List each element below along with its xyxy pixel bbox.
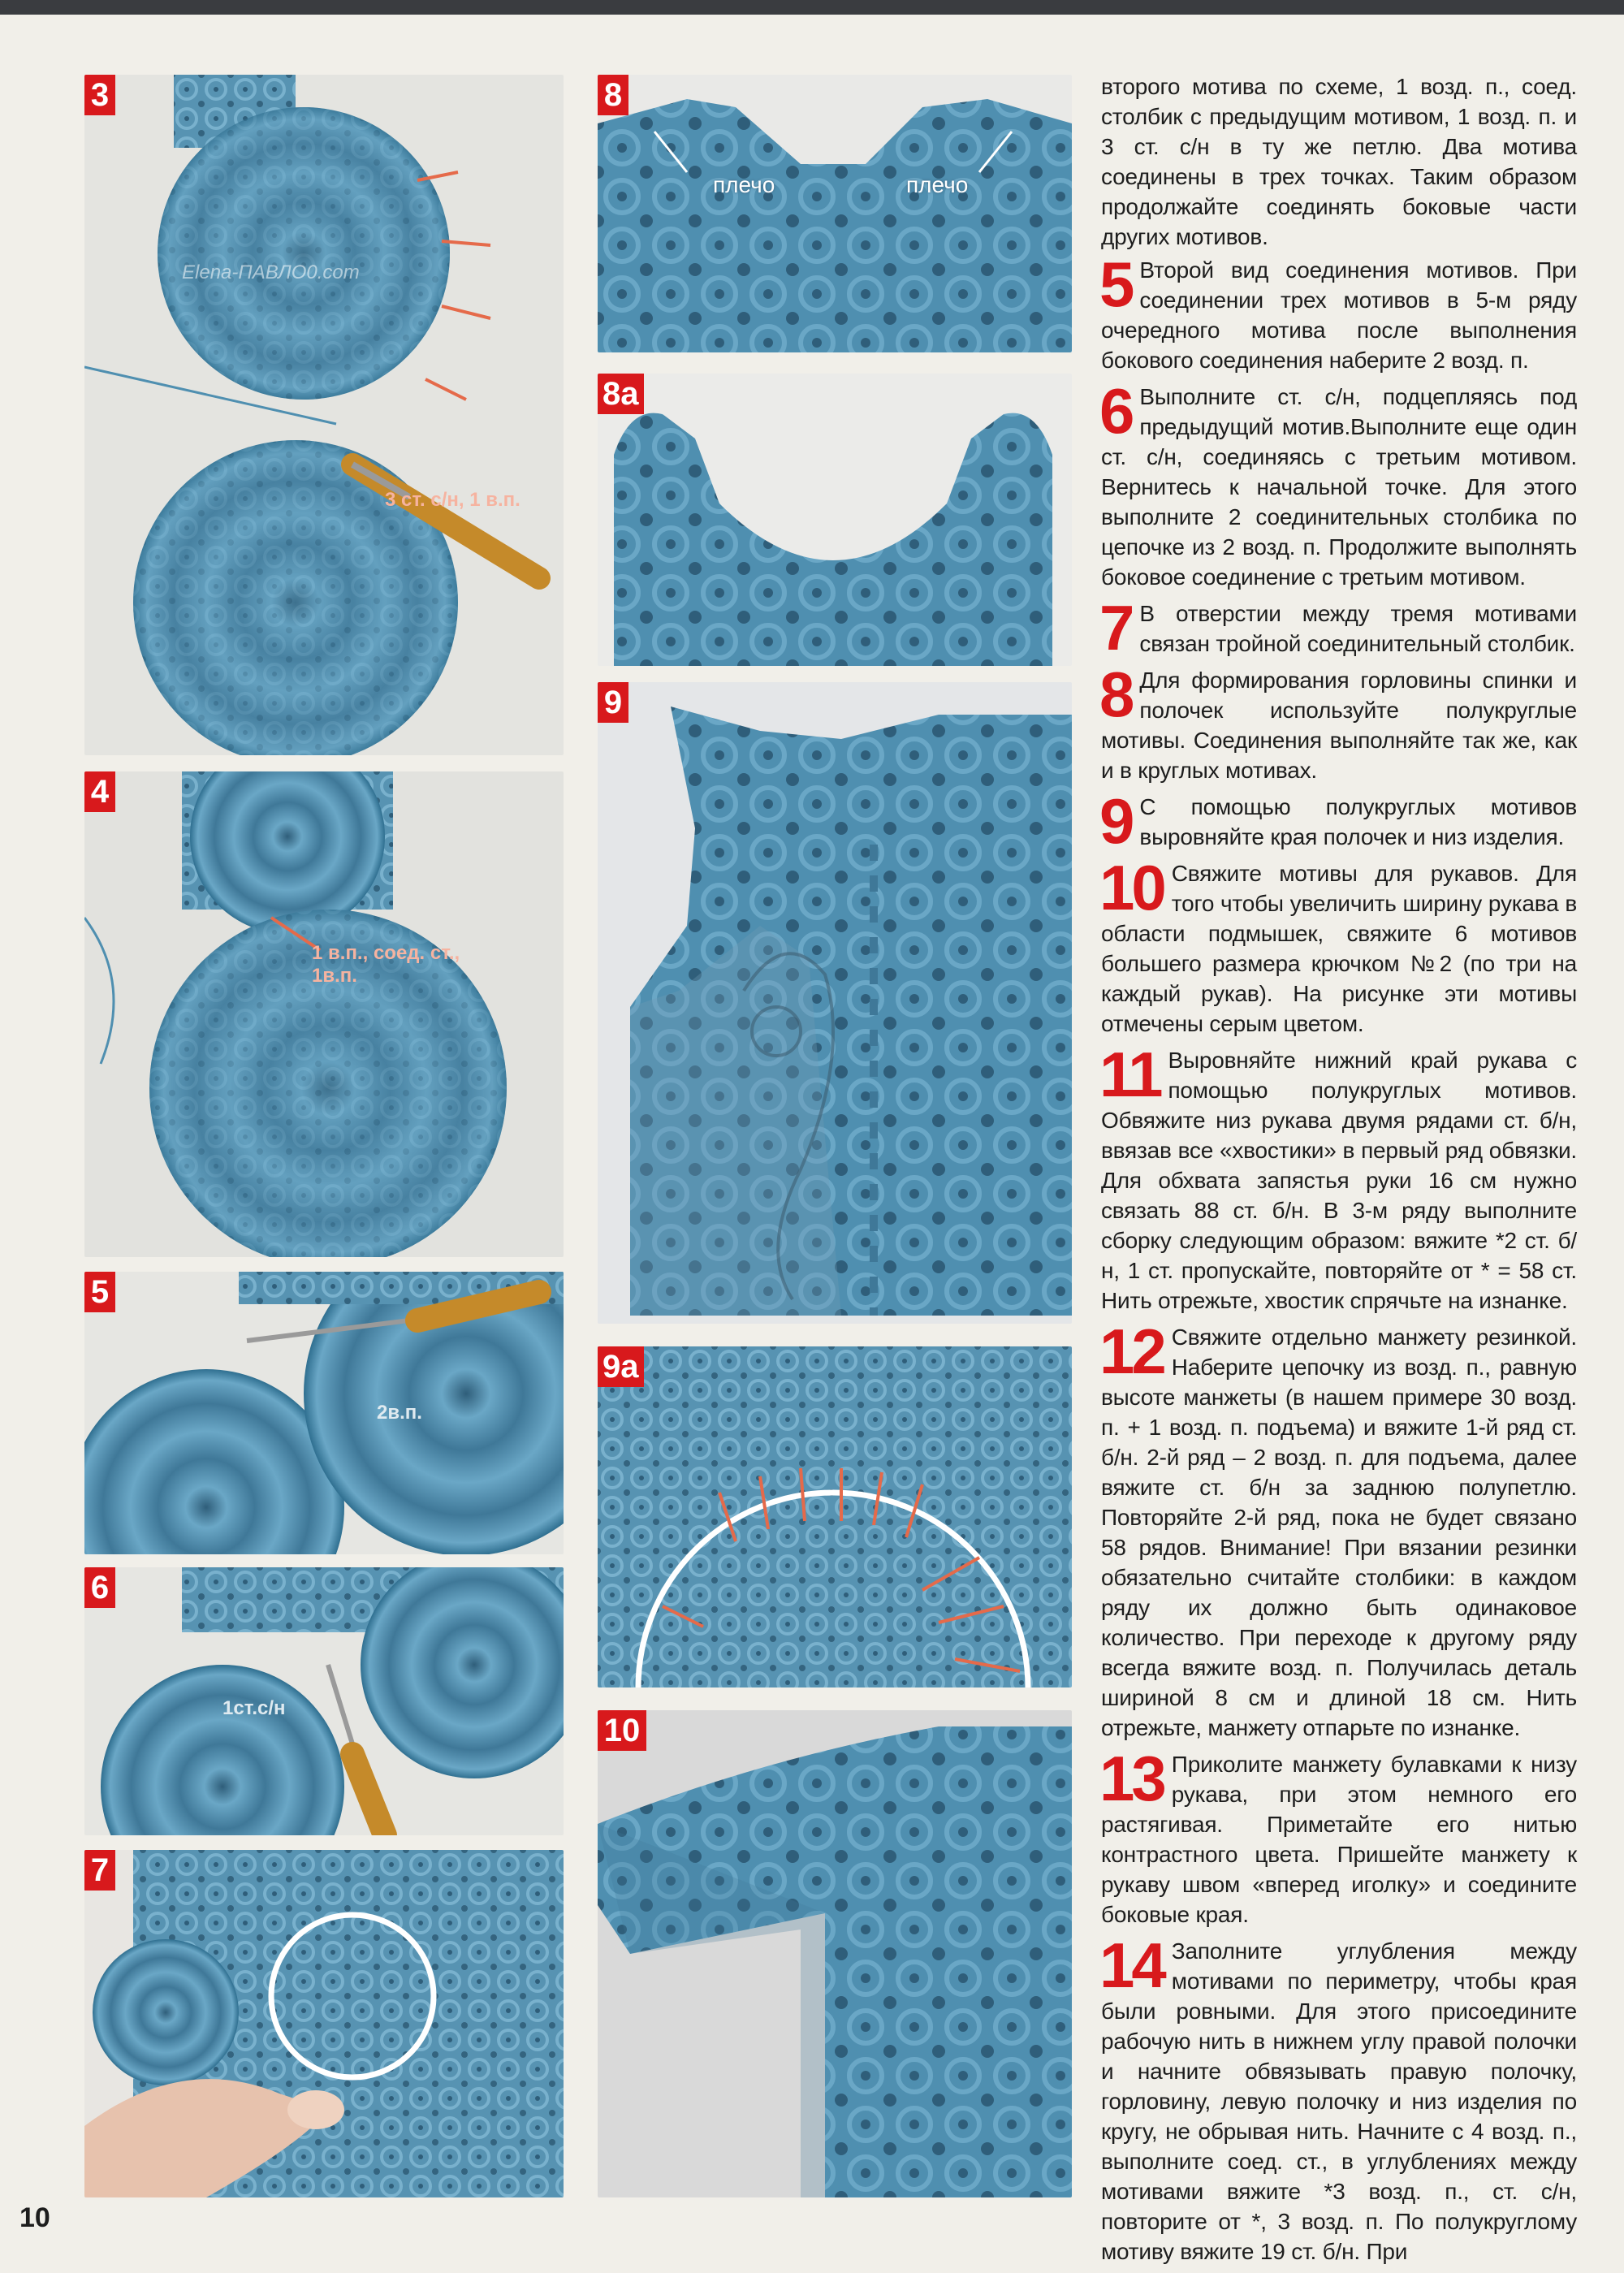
photo-step-7 — [84, 1850, 564, 2197]
instructions-column — [1101, 71, 1577, 2273]
photo-8a-badge: 8а — [598, 374, 644, 414]
photo-step-4 — [84, 771, 564, 1257]
step-text: Для формирования горловины спинки и полочек используйте полукруглые мотивы. Соединения выполняйте так же, как и в круглых мотивах. — [1101, 668, 1577, 783]
step-text: Выровняйте нижний край рукава с помощью полукруглых мотивов. Обвяжите низ рукава двумя рядами ст. б/н, ввязав все «хвостики» в первый ряд обвязки. Для обхвата запястья руки 16 см нужно связать 88 ст. б/н. В 3-м ряду выполните сборку следующим образом: вяжите *2 ст. б/н, 1 ст. пропускайте, повторяйте от * = 58 ст. Нить отрежьте, хвостик спрячьте на изнанке. — [1101, 1048, 1577, 1313]
photo-8-label-left: плечо — [713, 172, 775, 197]
photo-3-watermark: Elena-ПАВЛО0.com — [182, 261, 360, 283]
photo-6-annotation: 1ст.с/н — [222, 1697, 286, 1719]
step-14 — [1099, 1929, 1577, 2267]
step-9 — [1099, 785, 1577, 857]
photo-3-badge: 3 — [84, 75, 115, 115]
step-5 — [1099, 248, 1577, 375]
step-10 — [1099, 852, 1577, 1039]
intro-paragraph: второго мотива по схеме, 1 возд. п., соед. столбик с предыдущим мотивом, 1 возд. п. и 3 ст. с/н в ту же петлю. Два мотива соединены в трех точках. Таким образом продолжайте соединять боковые части других мотивов. — [1101, 74, 1577, 249]
photo-4-annotation: 1 в.п., соед. ст., 1в.п. — [312, 942, 460, 987]
step-text: С помощью полукруглых мотивов выровняйте края полочек и низ изделия. — [1139, 794, 1577, 849]
photo-step-8a — [598, 374, 1072, 666]
step-number: 8 — [1099, 659, 1132, 730]
photo-step-9a — [598, 1346, 1072, 1687]
step-number: 7 — [1099, 592, 1132, 663]
step-number: 12 — [1099, 1316, 1164, 1387]
step-text: В отверстии между тремя мотивами связан тройной соединительный столбик. — [1139, 601, 1577, 656]
step-number: 9 — [1099, 785, 1132, 857]
photo-10-badge: 10 — [598, 1710, 646, 1751]
step-12 — [1099, 1316, 1577, 1743]
step-13 — [1099, 1743, 1577, 1929]
photo-6-badge: 6 — [84, 1567, 115, 1608]
photo-9a-badge: 9а — [598, 1346, 644, 1387]
photo-step-9 — [598, 682, 1072, 1324]
photo-step-10 — [598, 1710, 1072, 2197]
photo-step-5 — [84, 1272, 564, 1554]
photo-5-annotation: 2в.п. — [377, 1402, 422, 1424]
photo-step-6 — [84, 1567, 564, 1835]
step-text: Приколите манжету булавками к низу рукава, при этом немного его растягивая. Приметайте его нитью контрастного цвета. Пришейте манжету к рукаву швом «вперед иголку» и соедините боковые края. — [1101, 1752, 1577, 1927]
photo-step-8 — [598, 75, 1072, 352]
photo-8-label-right: плечо — [906, 172, 969, 197]
step-text: Выполните ст. с/н, подцепляясь под предыдущий мотив.Выполните еще один ст. с/н, соединяясь с третьим мотивом. Вернитесь к начальной точке. Для этого выполните 2 соединительных столбика по цепочке из 2 возд. п. Продолжите выполнять боковое соединение с третьим мотивом. — [1101, 384, 1577, 590]
step-number: 5 — [1099, 248, 1132, 320]
photo-4-badge: 4 — [84, 771, 115, 812]
step-number: 13 — [1099, 1743, 1164, 1814]
step-number: 10 — [1099, 852, 1164, 923]
step-text: Свяжите отдельно манжету резинкой. Наберите цепочку из возд. п., равную высоте манжеты (в нашем примере 30 возд. п. + 1 возд. п. подъема) и вяжите 1-й ряд ст. б/н. 2-й ряд – 2 возд. п. для подъема, далее вяжите ст. б/н за заднюю полупетлю. Повторяйте 2-й ряд, пока не будет связано 58 рядов. Внимание! При вязании резинки обязательно считайте столбики: в каждом ряду их должно быть одинаковое количество. При переходе к другому ряду всегда вяжите возд. п. Получилась деталь шириной 8 см и длиной 18 см. Нить отрежьте, манжету отпарьте по изнанке. — [1101, 1324, 1577, 1740]
step-text: Второй вид соединения мотивов. При соединении трех мотивов в 5-м ряду очередного мотива после выполнения бокового соединения наберите 2 возд. п. — [1101, 257, 1577, 373]
photo-7-badge: 7 — [84, 1850, 115, 1891]
step-8 — [1099, 659, 1577, 785]
page-edge — [0, 0, 1624, 15]
photo-5-badge: 5 — [84, 1272, 115, 1312]
page-number: 10 — [19, 2202, 50, 2233]
step-7 — [1099, 592, 1577, 663]
step-number: 14 — [1099, 1929, 1164, 2001]
step-text: Заполните углубления между мотивами по периметру, чтобы края были ровными. Для этого присоедините рабочую нить в нижнем углу правой полочки и начните обвязывать правую полочку, горловину, левую полочку и низ изделия по кругу, не обрывая нить. Начните с 4 возд. п., выполните соед. ст., в углублениях между мотивами вяжите *3 возд. п., ст. с/н, повторите от *, 3 возд. п. По полукруглому мотиву вяжите 19 ст. б/н. При — [1101, 1938, 1577, 2264]
step-number: 11 — [1099, 1039, 1160, 1110]
photo-step-3 — [84, 75, 564, 755]
photo-8-badge: 8 — [598, 75, 628, 115]
step-6 — [1099, 375, 1577, 592]
photo-3-annotation: 3 ст. с/н, 1 в.п. — [385, 489, 520, 511]
photo-9-badge: 9 — [598, 682, 628, 723]
step-number: 6 — [1099, 375, 1132, 447]
step-11 — [1099, 1039, 1577, 1316]
step-text: Свяжите мотивы для рукавов. Для того чтобы увеличить ширину рукава в области подмышек, свяжите 6 мотивов большего размера крючком №2 (по три на каждый рукав). На рисунке эти мотивы отмечены серым цветом. — [1101, 861, 1577, 1036]
